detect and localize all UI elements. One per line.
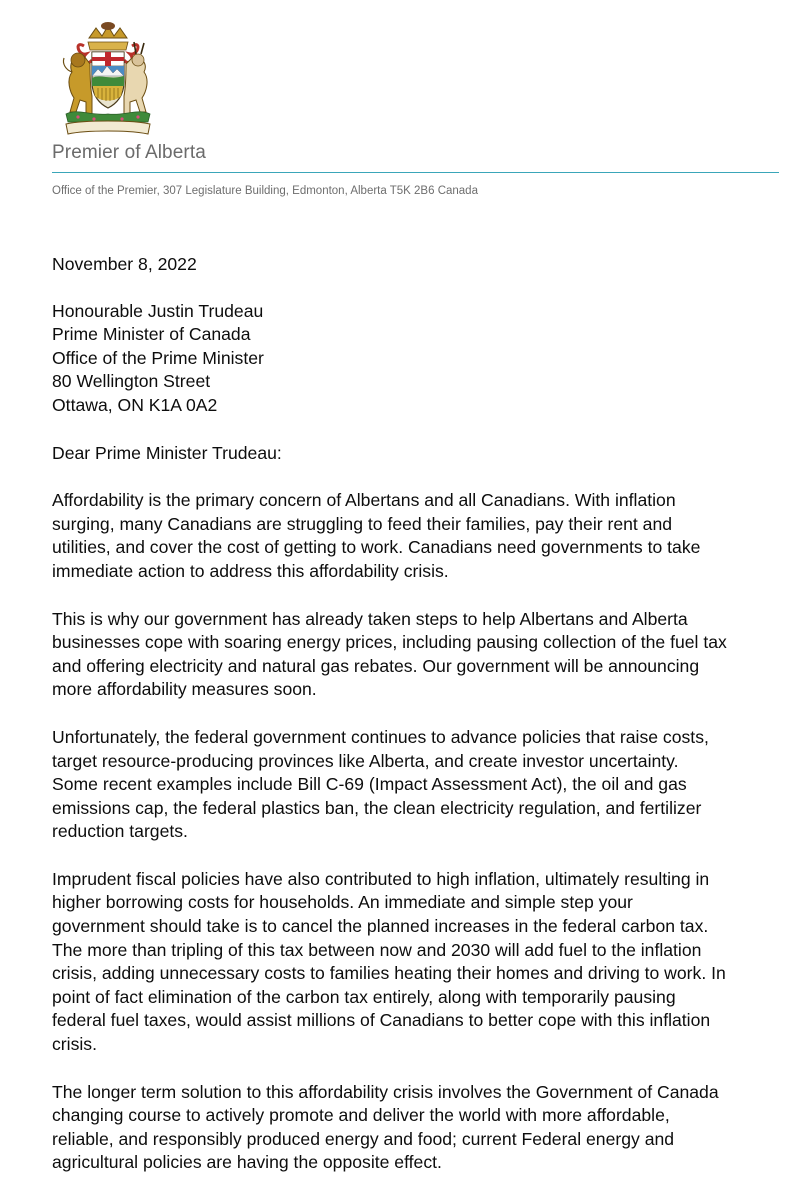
paragraph: Unfortunately, the federal government continues to advance policies that raise costs, target resource-producing provinces like Alberta, and create investor uncertainty. Some recent examples include Bill C-69 (Impact Assessment Act), the oil and gas emissions cap, the federal plastics ban, the clean electricity regulation, and fertilizer reduction targets. — [52, 726, 709, 842]
recipient-street: 80 Wellington Street — [52, 371, 211, 392]
recipient-office: Office of the Prime Minister — [52, 347, 264, 368]
paragraph: The longer term solution to this affordability crisis involves the Government of Canada changing course to actively promote and deliver the world with more affordable, reliable, and responsibly produced energy and food; current Federal energy and agricultural policies are having the opposite effect. — [52, 1081, 719, 1173]
letter-date: November 8, 2022 — [52, 254, 197, 274]
alberta-coat-of-arms-icon — [44, 20, 166, 138]
paragraph: Affordability is the primary concern of Albertans and all Canadians. With inflation surging, many Canadians are struggling to feed their families, pay their rent and utilities, and cover the cost of getting to work. Canadians need governments to take immediate action to address this affordability crisis. — [52, 490, 701, 581]
letter-body — [52, 253, 792, 1199]
paragraph: This is why our government has already taken steps to help Albertans and Alberta businesses cope with soaring energy prices, including pausing collection of the fuel tax and offering electricity and natural gas rebates. Our government will be announcing more affordability measures soon. — [52, 608, 727, 700]
recipient-block — [52, 300, 792, 418]
letterhead — [0, 0, 806, 230]
office-name: Premier of Alberta — [52, 142, 206, 163]
recipient-title: Prime Minister of Canada — [52, 324, 251, 345]
recipient-name: Honourable Justin Trudeau — [52, 300, 264, 321]
recipient-city: Ottawa, ON K1A 0A2 — [52, 394, 218, 415]
office-address: Office of the Premier, 307 Legislature Building, Edmonton, Alberta T5K 2B6 Canada — [52, 185, 478, 197]
salutation: Dear Prime Minister Trudeau: — [52, 442, 282, 463]
letterhead-divider — [52, 172, 779, 173]
paragraph: Imprudent fiscal policies have also contributed to high inflation, ultimately resulting in higher borrowing costs for households. An immediate and simple step your government should take is to cancel the planned increases in the federal carbon tax. The more than tripling of this tax between now and 2030 will add fuel to the inflation crisis, adding unnecessary costs to families heating their homes and driving to work. In point of fact elimination of the carbon tax entirely, along with temporarily pausing federal fuel taxes, would assist millions of Canadians to better cope with this inflation crisis. — [52, 868, 726, 1055]
